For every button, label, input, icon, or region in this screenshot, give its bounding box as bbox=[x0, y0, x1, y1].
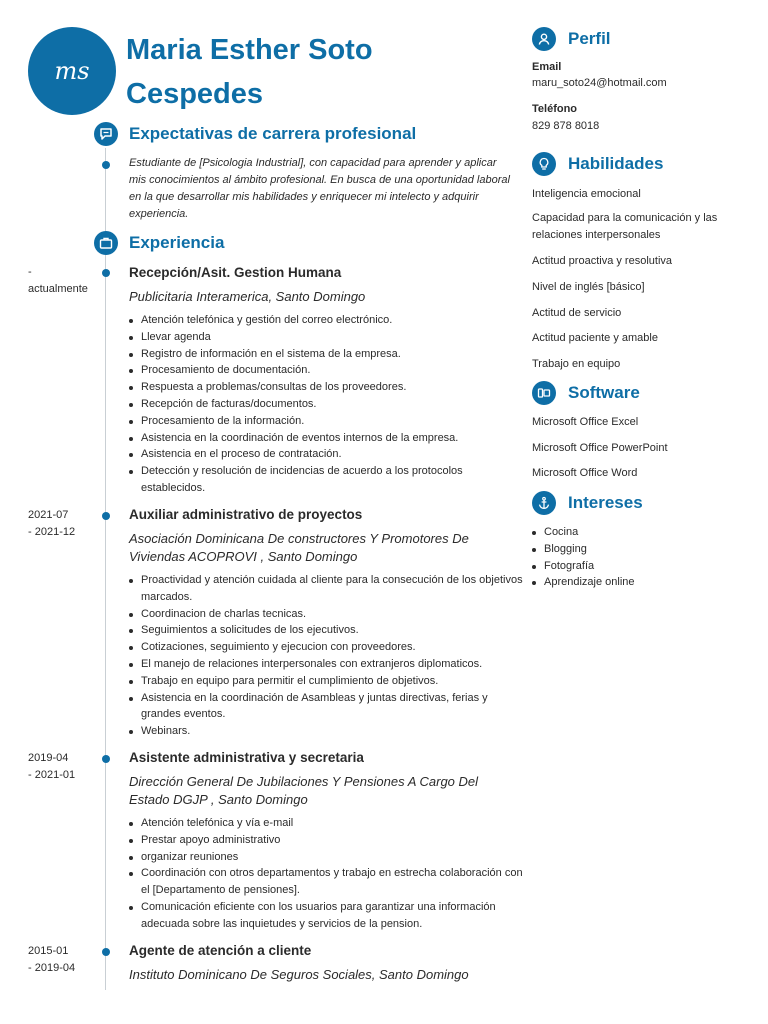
list-item: Recepción de facturas/documentos. bbox=[141, 396, 526, 413]
list-item: Llevar agenda bbox=[141, 329, 526, 346]
skill-item: Capacidad para la comunicación y las relaciones interpersonales bbox=[532, 212, 718, 241]
email-label: Email bbox=[532, 61, 562, 73]
list-item: Atención telefónica y gestión del correo electrónico. bbox=[141, 312, 526, 329]
job-date-end: - 2021-12 bbox=[28, 526, 76, 538]
software-item: Microsoft Office Excel bbox=[532, 416, 639, 428]
job-date-start: 2021-07 bbox=[28, 509, 69, 521]
timeline-dot bbox=[102, 512, 110, 520]
career-section-title: Expectativas de carrera profesional bbox=[129, 124, 417, 143]
list-item: Coordinacion de charlas tecnicas. bbox=[141, 606, 526, 623]
skills-section-title: Habilidades bbox=[568, 154, 664, 173]
lightbulb-icon bbox=[532, 152, 556, 176]
job-date-start: 2019-04 bbox=[28, 752, 69, 764]
devices-icon bbox=[532, 381, 556, 405]
name-line-2: Cespedes bbox=[126, 78, 264, 110]
full-name bbox=[126, 28, 466, 116]
job-company: Publicitaria Interamerica, Santo Domingo bbox=[129, 289, 366, 304]
job-duties-list bbox=[129, 312, 526, 497]
anchor-icon bbox=[532, 491, 556, 515]
list-item: Seguimientos a solicitudes de los ejecutivos. bbox=[141, 622, 526, 639]
list-item: Comunicación eficiente con los usuarios para garantizar una información adecuada sobre las inquietudes y servicios de la pension. bbox=[141, 899, 526, 933]
job-date-end: - 2021-01 bbox=[28, 769, 76, 781]
skill-item: Actitud paciente y amable bbox=[532, 332, 658, 344]
list-item: Webinars. bbox=[141, 723, 526, 740]
interests-list bbox=[532, 524, 635, 591]
list-item: Prestar apoyo administrativo bbox=[141, 832, 526, 849]
timeline-dot bbox=[102, 161, 110, 169]
briefcase-icon bbox=[94, 231, 118, 255]
list-item: Asistencia en la coordinación de Asambleas y juntas directivas, ferias y grandes eventos. bbox=[141, 690, 526, 724]
list-item: Cotizaciones, seguimiento y ejecucion con proveedores. bbox=[141, 639, 526, 656]
list-item: Asistencia en la coordinación de eventos internos de la empresa. bbox=[141, 430, 526, 447]
person-icon bbox=[532, 27, 556, 51]
list-item: Atención telefónica y vía e-mail bbox=[141, 815, 526, 832]
phone-label: Teléfono bbox=[532, 103, 578, 115]
job-date bbox=[28, 943, 98, 977]
job-title: Recepción/Asit. Gestion Humana bbox=[129, 265, 342, 280]
list-item: El manejo de relaciones interpersonales con extranjeros diplomaticos. bbox=[141, 656, 526, 673]
phone-value: 829 878 8018 bbox=[532, 120, 600, 132]
job-date bbox=[28, 750, 98, 784]
skill-item: Actitud proactiva y resolutiva bbox=[532, 255, 673, 267]
job-title: Agente de atención a cliente bbox=[129, 943, 312, 958]
job-company: Dirección General De Jubilaciones Y Pensiones A Cargo Del Estado DGJP , Santo Domingo bbox=[129, 774, 479, 807]
job-company: Instituto Dominicano De Seguros Sociales, Santo Domingo bbox=[129, 967, 469, 982]
skill-item: Inteligencia emocional bbox=[532, 188, 641, 200]
list-item: Fotografía bbox=[544, 558, 635, 575]
software-item: Microsoft Office PowerPoint bbox=[532, 442, 668, 454]
email-value[interactable]: maru_soto24@hotmail.com bbox=[532, 77, 667, 89]
list-item: organizar reuniones bbox=[141, 849, 526, 866]
list-item: Aprendizaje online bbox=[544, 574, 635, 591]
job-date bbox=[28, 507, 98, 541]
job-date-end: - 2019-04 bbox=[28, 962, 76, 974]
list-item: Respuesta a problemas/consultas de los proveedores. bbox=[141, 379, 526, 396]
chat-bubble-icon bbox=[94, 122, 118, 146]
list-item: Cocina bbox=[544, 524, 635, 541]
timeline-dot bbox=[102, 269, 110, 277]
skill-item: Trabajo en equipo bbox=[532, 358, 621, 370]
job-date-end: actualmente bbox=[28, 283, 88, 295]
list-item: Asistencia en el proceso de contratación. bbox=[141, 446, 526, 463]
name-line-1: Maria Esther Soto bbox=[126, 34, 373, 66]
list-item: Procesamiento de la información. bbox=[141, 413, 526, 430]
list-item: Trabajo en equipo para permitir el cumplimiento de objetivos. bbox=[141, 673, 526, 690]
list-item: Detección y resolución de incidencias de acuerdo a los protocolos establecidos. bbox=[141, 463, 526, 497]
profile-section-title: Perfil bbox=[568, 29, 611, 48]
experience-section-title: Experiencia bbox=[129, 233, 225, 252]
job-duties-list bbox=[129, 572, 526, 740]
timeline-dot bbox=[102, 755, 110, 763]
software-section-title: Software bbox=[568, 383, 640, 402]
job-title: Asistente administrativa y secretaria bbox=[129, 750, 364, 765]
timeline-dot bbox=[102, 948, 110, 956]
list-item: Blogging bbox=[544, 541, 635, 558]
list-item: Registro de información en el sistema de la empresa. bbox=[141, 346, 526, 363]
interests-section-title: Intereses bbox=[568, 493, 643, 512]
job-title: Auxiliar administrativo de proyectos bbox=[129, 507, 363, 522]
job-duties-list bbox=[129, 815, 526, 933]
list-item: Proactividad y atención cuidada al cliente para la consecución de los objetivos marcados. bbox=[141, 572, 526, 606]
monogram-avatar: ms bbox=[28, 27, 116, 115]
career-summary: Estudiante de [Psicologia Industrial], con capacidad para aprender y aplicar mis conocimientos al ámbito profesional. En busca de una oportunidad laboral en la que desarrollar mis habilidades y enriquecer mi intelecto y adquirir experiencia. bbox=[129, 157, 510, 220]
skill-item: Actitud de servicio bbox=[532, 307, 622, 319]
software-item: Microsoft Office Word bbox=[532, 467, 638, 479]
job-company: Asociación Dominicana De constructores Y Promotores De Viviendas ACOPROVI , Santo Domingo bbox=[129, 531, 469, 564]
job-date bbox=[28, 264, 98, 298]
list-item: Coordinación con otros departamentos y trabajo en estrecha colaboración con el [Departamento de pensiones]. bbox=[141, 865, 526, 899]
job-date-start: 2015-01 bbox=[28, 945, 69, 957]
job-date-start: - bbox=[28, 266, 32, 278]
list-item: Procesamiento de documentación. bbox=[141, 362, 526, 379]
skill-item: Nivel de inglés [básico] bbox=[532, 281, 645, 293]
